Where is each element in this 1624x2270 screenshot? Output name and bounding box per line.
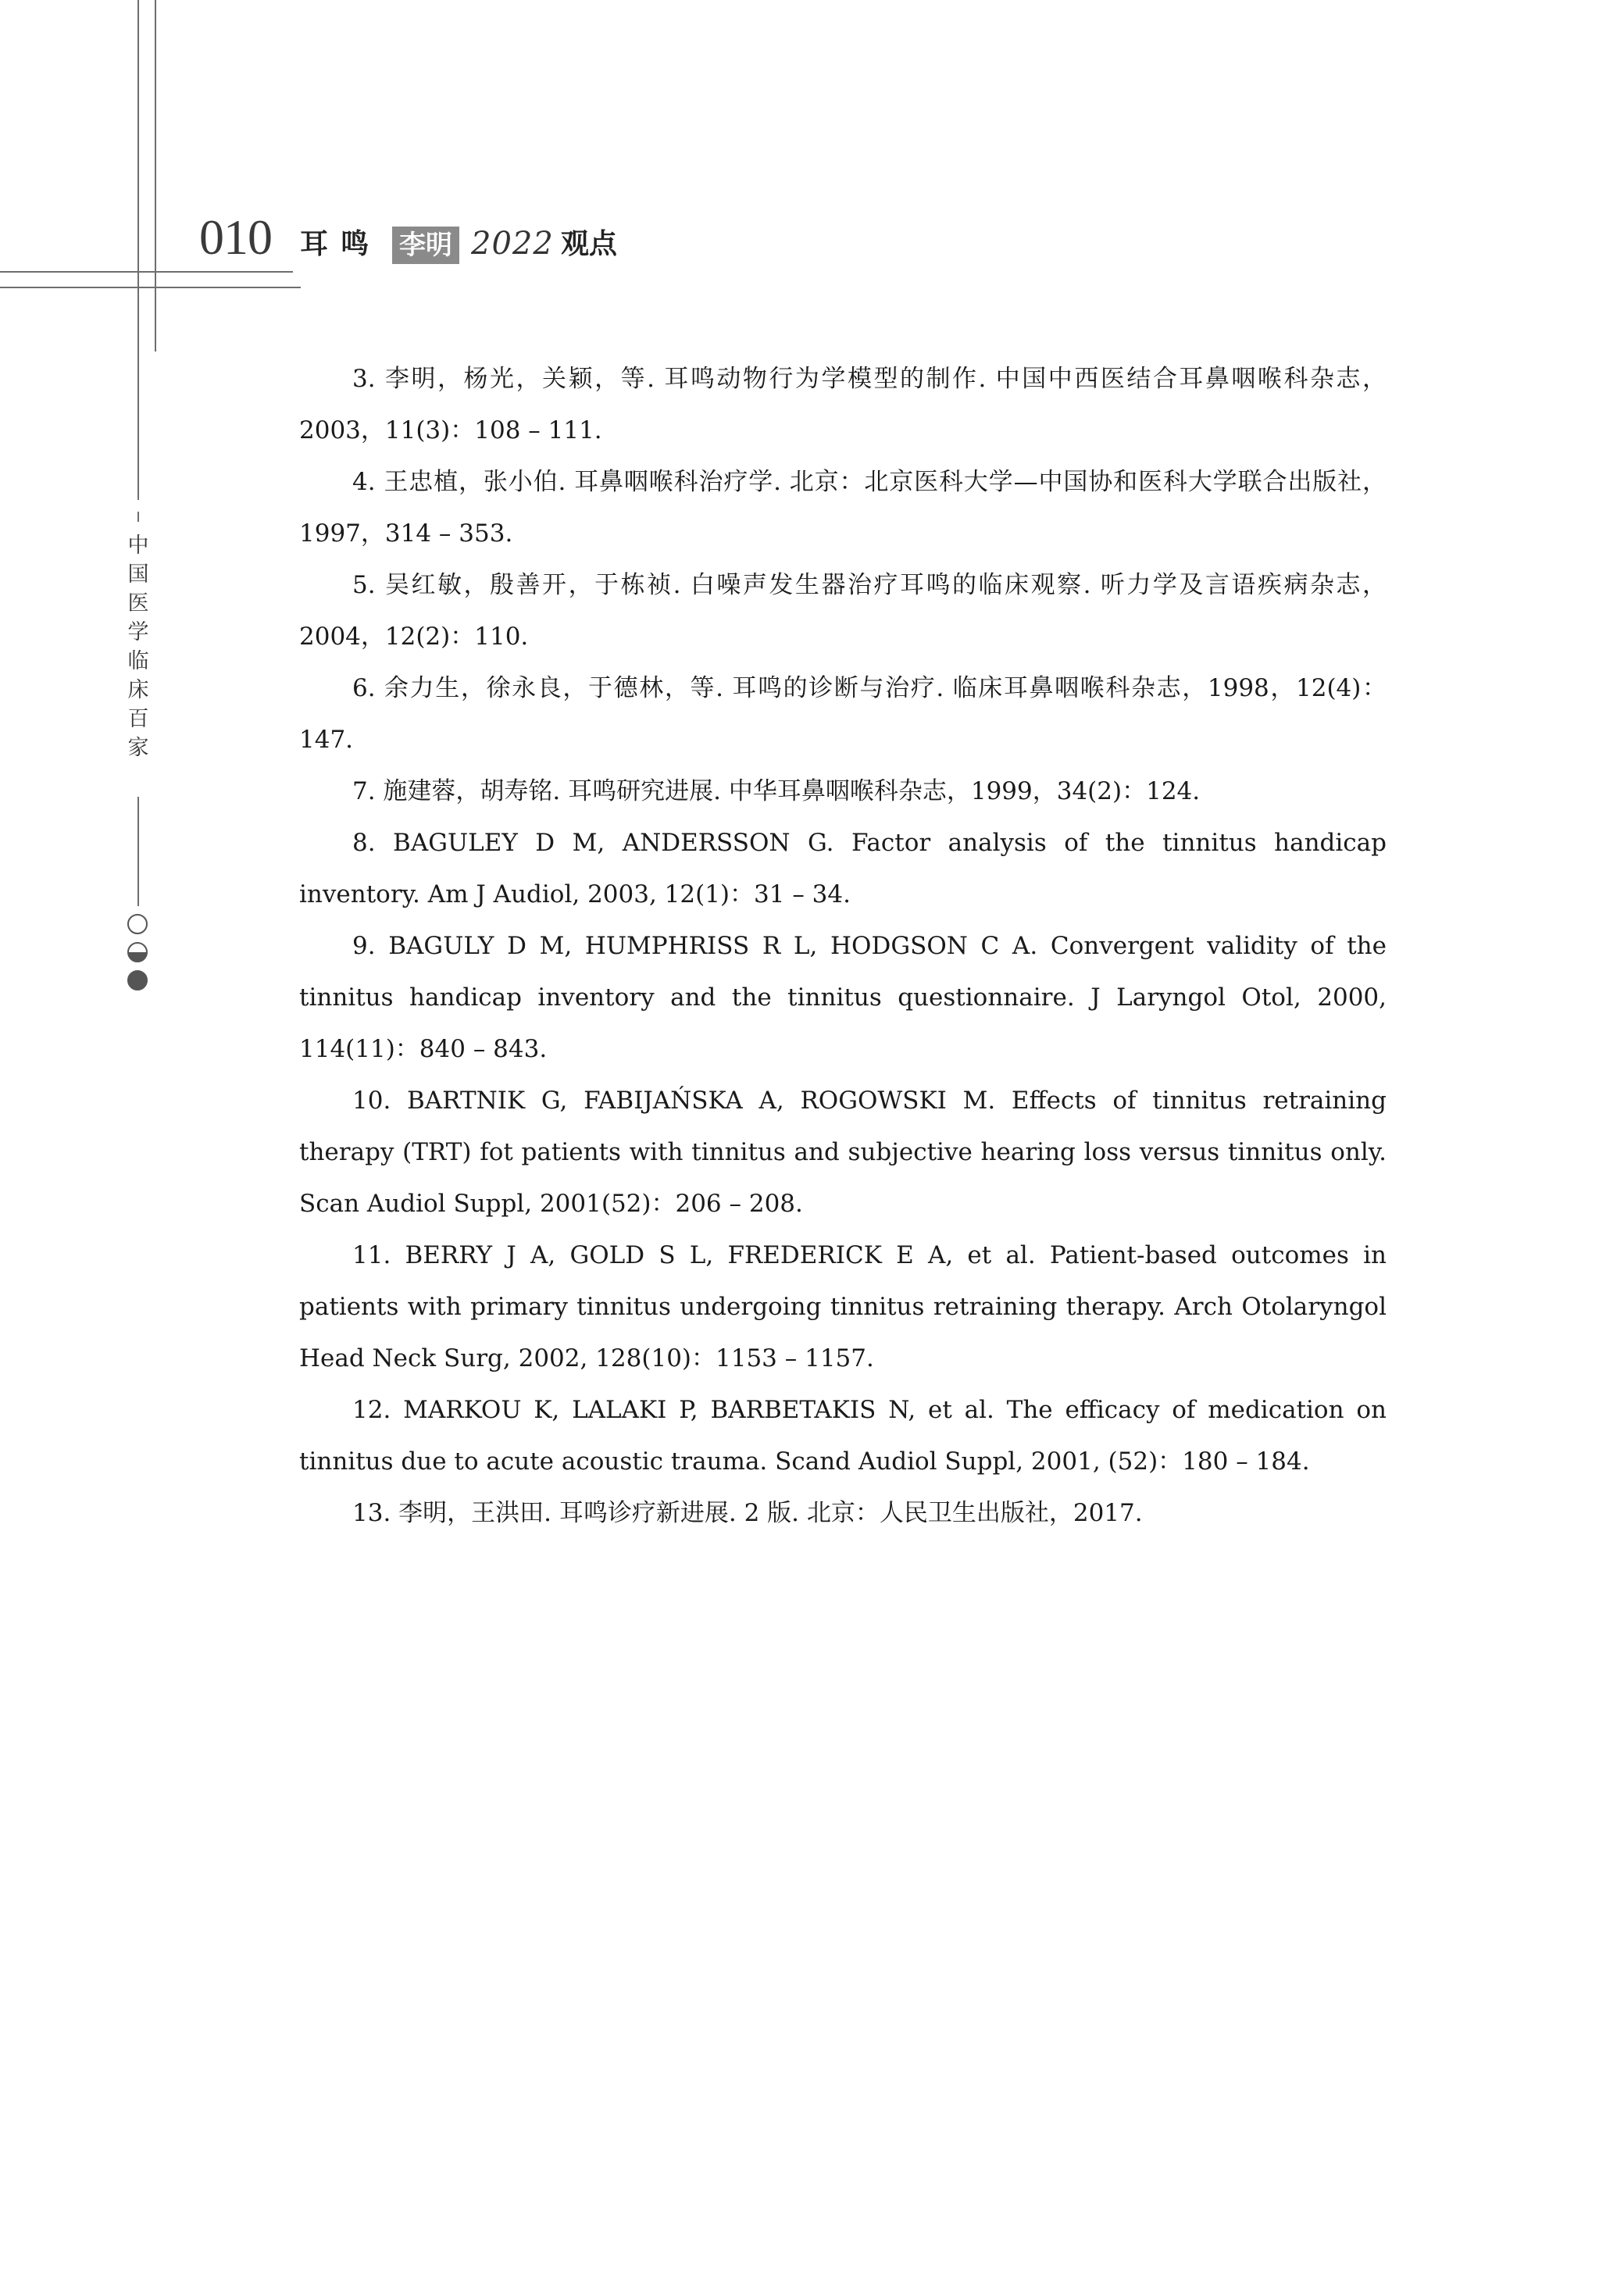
circle-half-icon: [127, 942, 148, 962]
reference-item-3: 3. 李明，杨光，关颖，等. 耳鸣动物行为学模型的制作. 中国中西医结合耳鼻咽喉科杂志，2003，11(3)：108 – 111.: [299, 365, 1387, 444]
sidebar-divider-top: [137, 512, 139, 522]
sidebar-divider-bottom: [137, 797, 139, 906]
reference-item-4: 4. 王忠植，张小伯. 耳鼻咽喉科治疗学. 北京：北京医科大学—中国协和医科大学联合出版社，1997，314 – 353.: [299, 468, 1387, 548]
author-badge: 李明: [392, 227, 459, 264]
reference-item-7: 7. 施建蓉，胡寿铭. 耳鸣研究进展. 中华耳鼻咽喉科杂志，1999，34(2)：124.: [352, 777, 1201, 805]
book-title-year: 2022: [471, 226, 554, 262]
horizontal-rule-bottom: [0, 287, 301, 288]
circle-outline-icon: [127, 914, 148, 934]
reference-list: [299, 353, 1387, 1539]
reference-item-11: 11. BERRY J A, GOLD S L, FREDERICK E A, et al. Patient-based outcomes in patients with primary tinnitus undergoing tinnitus retraining therapy. Arch Otolaryngol Head Neck Surg, 2002, 128(10)：1153 – 1157.: [299, 1241, 1387, 1372]
series-title: 中国医学临床百家: [127, 534, 149, 760]
reference-item-6: 6. 余力生，徐永良，于德林，等. 耳鸣的诊断与治疗. 临床耳鼻咽喉科杂志，1998，12(4)：147.: [299, 674, 1387, 754]
reference-item-10: 10. BARTNIK G, FABIJAŃSKA A, ROGOWSKI M. Effects of tinnitus retraining therapy (TRT) fot patients with tinnitus and subjective hearing loss versus tinnitus only. Scan Audiol Suppl, 2001(52)：206 – 208.: [299, 1087, 1387, 1218]
book-title-part1: 耳鸣: [300, 228, 382, 260]
reference-item-5: 5. 吴红敏，殷善开，于栋祯. 白噪声发生器治疗耳鸣的临床观察. 听力学及言语疾病杂志，2004，12(2)：110.: [299, 571, 1387, 651]
reference-item-8: 8. BAGULEY D M, ANDERSSON G. Factor analysis of the tinnitus handicap inventory. Am J Audiol, 2003, 12(1)：31 – 34.: [299, 829, 1387, 908]
reference-item-12: 12. MARKOU K, LALAKI P, BARBETAKIS N, et al. The efficacy of medication on tinnitus due to acute acoustic trauma. Scand Audiol Suppl, 2001, (52)：180 – 184.: [299, 1396, 1387, 1476]
vertical-rule-left: [137, 0, 139, 500]
vertical-rule-right: [155, 0, 156, 352]
page-number: 010: [199, 209, 272, 265]
book-title-part2: 观点: [561, 228, 618, 260]
reference-item-9: 9. BAGULY D M, HUMPHRISS R L, HODGSON C A. Convergent validity of the tinnitus handicap inventory and the tinnitus questionnaire. J Laryngol Otol, 2000, 114(11)：840 – 843.: [299, 932, 1387, 1063]
horizontal-rule-top: [0, 271, 293, 273]
circle-filled-icon: [127, 970, 148, 990]
reference-item-13: 13. 李明，王洪田. 耳鸣诊疗新进展. 2 版. 北京：人民卫生出版社，2017.: [352, 1499, 1143, 1527]
